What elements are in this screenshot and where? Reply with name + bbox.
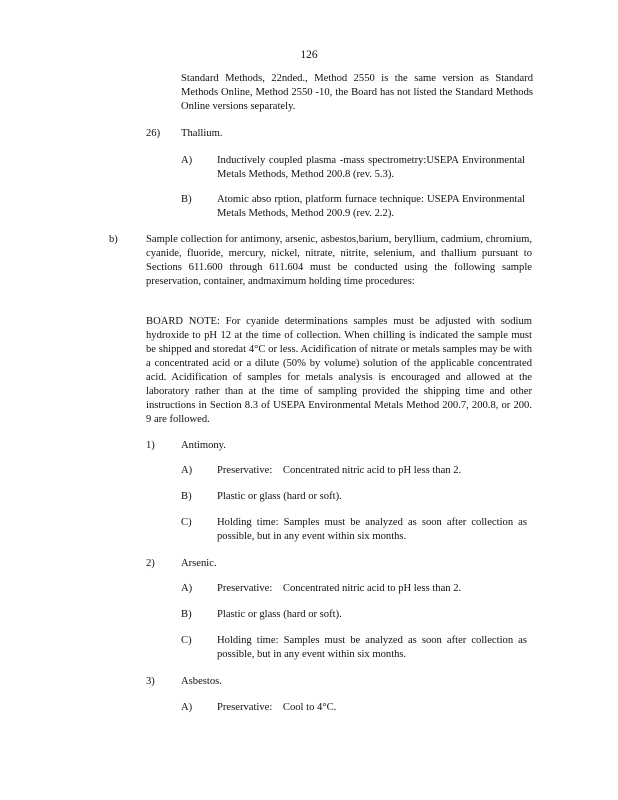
section-b-label: b) [109,234,118,245]
antimony-a-label: A) [181,465,193,476]
asbestos-a-text: Preservative: Cool to 4°C. [217,702,337,713]
item-1-label: 1) [146,440,155,451]
item-3-label: 3) [146,676,155,687]
antimony-b-text: Plastic or glass (hard or soft). [217,491,342,502]
intro-paragraph: Standard Methods, 22nded., Method 2550 is the same version as Standard Methods Online, Method 2550 -10, the Board has not listed the Standard Methods Online versions separately. [181,73,533,112]
item-1-title: Antimony. [181,440,226,451]
asbestos-a-label: A) [181,702,193,713]
arsenic-a-text: Preservative: Concentrated nitric acid to pH less than 2. [217,583,462,594]
item-26-label: 26) [146,128,161,139]
arsenic-a-label: A) [181,583,193,594]
item-2-title: Arsenic. [181,558,217,569]
antimony-b-label: B) [181,491,192,502]
thallium-b-text: Atomic abso rption, platform furnace technique: USEPA Environmental Metals Methods, Method 200.9 (rev. 2.2). [217,194,525,219]
arsenic-b-label: B) [181,609,192,620]
antimony-c-label: C) [181,517,192,528]
item-2-label: 2) [146,558,155,569]
section-b-text: Sample collection for antimony, arsenic, asbestos,barium, beryllium, cadmium, chromium, cyanide, fluoride, mercury, nickel, nitrate, nitrite, selenium, and thallium pursuant to Sections 611.600 through 611.604 must be conducted using the following sample preservation, container, andmaximum holding time procedures: [146,234,532,287]
antimony-a-text: Preservative: Concentrated nitric acid to pH less than 2. [217,465,462,476]
item-26-title: Thallium. [181,128,223,139]
antimony-c-text: Holding time: Samples must be analyzed as soon after collection as possible, but in any event within six months. [217,517,527,542]
arsenic-b-text: Plastic or glass (hard or soft). [217,609,342,620]
thallium-a-label: A) [181,155,193,166]
arsenic-c-text: Holding time: Samples must be analyzed as soon after collection as possible, but in any event within six months. [217,635,527,660]
board-note: BOARD NOTE: For cyanide determinations samples must be adjusted with sodium hydroxide to pH 12 at the time of collection. When chilling is indicated the sample must be shipped and storedat 4°C or less. Acidification of nitrate or metals samples may be with a concentrated acid or a dilute (50% by volume) solution of the applicable concentrated acid. Acidification of samples for metals analysis is encouraged and allowed at the laboratory rather than at the time of sampling provided the shipping time and other instructions in Section 8.3 of USEPA Environmental Metals Method 200.7, 200.8, or 200. 9 are followed. [146,316,532,425]
item-3-title: Asbestos. [181,676,222,687]
arsenic-c-label: C) [181,635,192,646]
page-number: 126 [300,49,318,61]
thallium-a-text: Inductively coupled plasma -mass spectrometry:USEPA Environmental Metals Methods, Method 200.8 (rev. 5.3). [217,155,525,180]
thallium-b-label: B) [181,194,192,205]
